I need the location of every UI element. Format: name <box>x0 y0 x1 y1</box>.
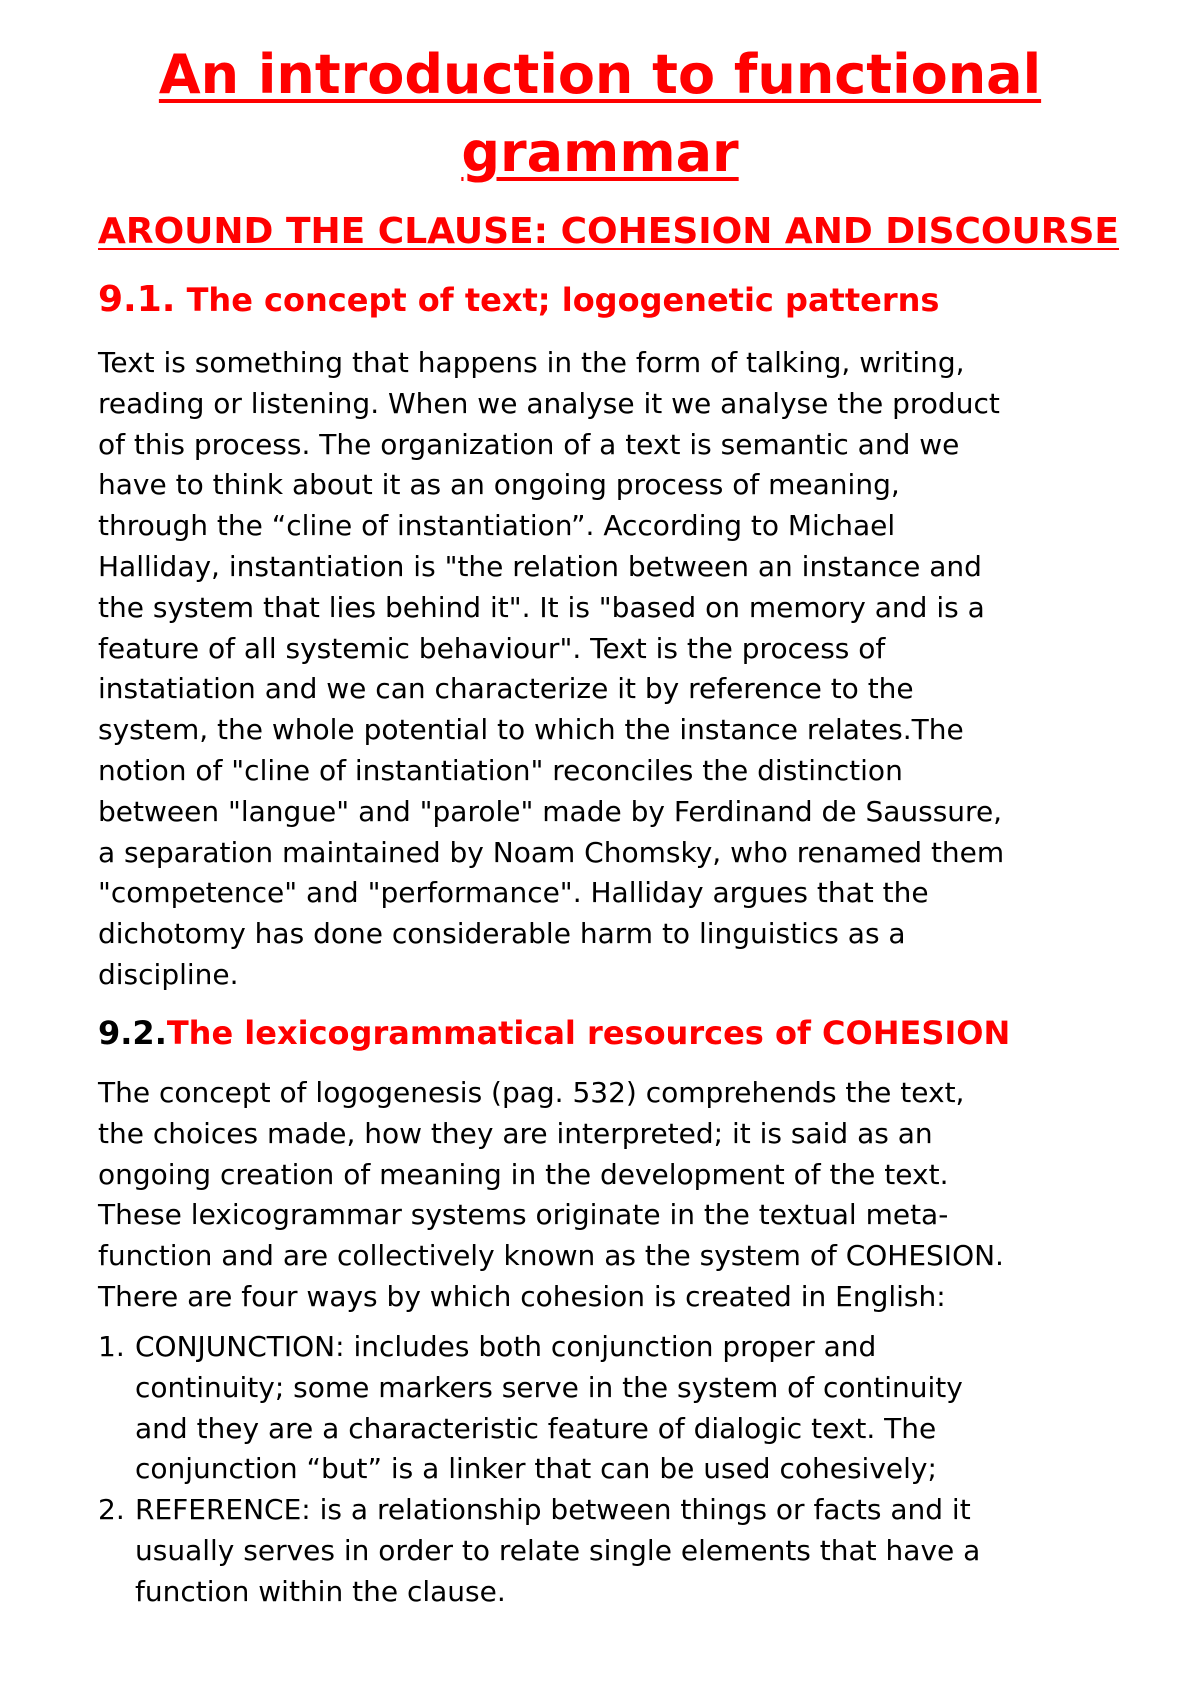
subsection-title: The lexicogrammatical resources of COHESION <box>166 1014 1011 1052</box>
paragraph-line: feature of all systemic behaviour". Text is the process of <box>98 631 886 665</box>
list-item-line: continuity; some markers serve in the system of continuity <box>135 1370 963 1404</box>
section-heading: AROUND THE CLAUSE: COHESION AND DISCOURSE <box>98 211 1120 252</box>
list-item-line: conjunction “but” is a linker that can be used cohesively; <box>135 1452 937 1486</box>
list-item-conjunction <box>98 1327 1168 1490</box>
paragraph-line: through the “cline of instantiation”. According to Michael <box>98 509 896 543</box>
document-title-line1: An introduction to functional <box>158 43 1042 106</box>
paragraph-line: dichotomy has done considerable harm to linguistics as a <box>98 917 906 951</box>
list-item-reference <box>98 1490 1168 1612</box>
paragraph-line: "competence" and "performance". Halliday argues that the <box>98 876 929 910</box>
list-item-line: REFERENCE: is a relationship between things or facts and it <box>135 1493 971 1527</box>
paragraph-line: reading or listening. When we analyse it we analyse the product <box>98 386 1000 420</box>
paragraph-logogenesis <box>98 1073 1168 1318</box>
document-title-line2: grammar <box>461 121 739 184</box>
paragraph-line: of this process. The organization of a text is semantic and we <box>98 427 960 461</box>
paragraph-line: function and are collectively known as the system of COHESION. <box>98 1239 1004 1273</box>
cohesion-list <box>98 1327 1168 1613</box>
paragraph-line: system, the whole potential to which the instance relates.The <box>98 713 964 747</box>
paragraph-line: The concept of logogenesis (pag. 532) comprehends the text, <box>98 1076 965 1109</box>
list-item-line: and they are a characteristic feature of dialogic text. The <box>135 1411 937 1445</box>
paragraph-line: a separation maintained by Noam Chomsky, who renamed them <box>98 835 1005 869</box>
paragraph-line: These lexicogrammar systems originate in the textual meta- <box>98 1198 949 1232</box>
subsection-heading-9-2 <box>98 1013 1010 1053</box>
paragraph-line: instatiation and we can characterize it by reference to the <box>98 672 914 706</box>
subsection-number: 9.1. <box>98 279 176 320</box>
paragraph-line: the system that lies behind it". It is "based on memory and is a <box>98 590 985 624</box>
paragraph-line: between "langue" and "parole" made by Ferdinand de Saussure, <box>98 794 1003 828</box>
paragraph-line: Text is something that happens in the form of talking, writing, <box>98 346 965 379</box>
paragraph-line: There are four ways by which cohesion is created in English: <box>98 1279 946 1313</box>
subsection-number: 9.2. <box>98 1014 167 1052</box>
paragraph-concept-of-text <box>98 343 1168 996</box>
list-marker: 2. <box>98 1493 125 1527</box>
list-item-line: usually serves in order to relate single elements that have a <box>135 1533 981 1567</box>
list-marker: 1. <box>98 1330 125 1363</box>
subsection-title: The concept of text; logogenetic patterns <box>186 281 940 319</box>
subsection-heading-9-1 <box>98 280 939 320</box>
paragraph-line: ongoing creation of meaning in the development of the text. <box>98 1157 949 1191</box>
paragraph-line: Halliday, instantiation is "the relation between an instance and <box>98 549 982 583</box>
paragraph-line: discipline. <box>98 957 239 991</box>
paragraph-line: have to think about it as an ongoing process of meaning, <box>98 468 900 502</box>
list-item-line: function within the clause. <box>135 1574 506 1608</box>
paragraph-line: notion of "cline of instantiation" reconciles the distinction <box>98 753 903 787</box>
paragraph-line: the choices made, how they are interpreted; it is said as an <box>98 1116 933 1150</box>
list-item-line: CONJUNCTION: includes both conjunction proper and <box>135 1330 877 1363</box>
